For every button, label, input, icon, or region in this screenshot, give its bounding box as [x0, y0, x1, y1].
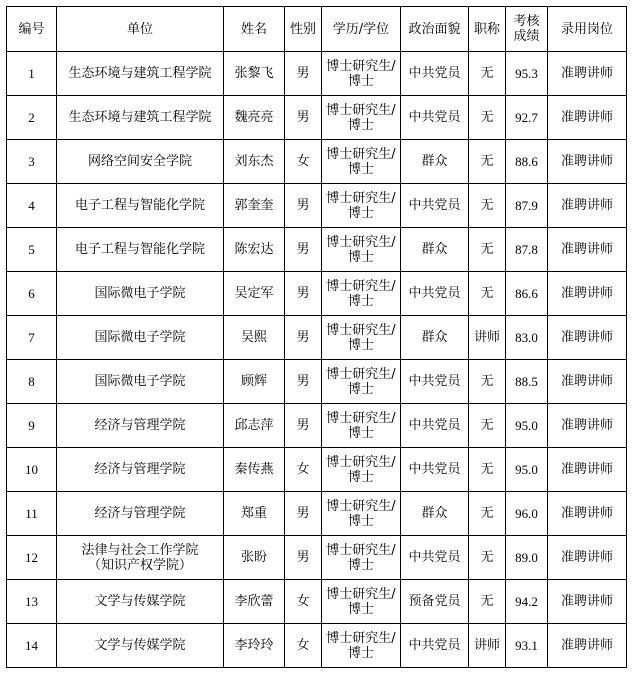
header-degree: 学历/学位 — [322, 7, 401, 52]
cell-unit: 国际微电子学院 — [57, 316, 224, 360]
cell-unit: 生态环境与建筑工程学院 — [57, 52, 224, 96]
cell-position: 准聘讲师 — [548, 272, 627, 316]
cell-name: 郭奎奎 — [224, 184, 285, 228]
cell-gender: 男 — [285, 360, 322, 404]
cell-position: 准聘讲师 — [548, 492, 627, 536]
cell-id: 1 — [7, 52, 57, 96]
cell-degree: 博士研究生/ 博士 — [322, 624, 401, 668]
table-body — [7, 52, 627, 668]
cell-unit: 文学与传媒学院 — [57, 624, 224, 668]
cell-name: 李欣蕾 — [224, 580, 285, 624]
table-row — [7, 448, 627, 492]
cell-unit: 经济与管理学院 — [57, 492, 224, 536]
cell-title: 无 — [469, 228, 506, 272]
cell-degree: 博士研究生/ 博士 — [322, 360, 401, 404]
cell-politics: 中共党员 — [401, 624, 469, 668]
cell-title: 无 — [469, 184, 506, 228]
cell-gender: 男 — [285, 52, 322, 96]
cell-gender: 男 — [285, 316, 322, 360]
cell-title: 讲师 — [469, 624, 506, 668]
cell-title: 无 — [469, 580, 506, 624]
cell-position: 准聘讲师 — [548, 536, 627, 580]
cell-name: 顾辉 — [224, 360, 285, 404]
cell-name: 张黎飞 — [224, 52, 285, 96]
cell-position: 准聘讲师 — [548, 228, 627, 272]
cell-position: 准聘讲师 — [548, 184, 627, 228]
cell-gender: 男 — [285, 404, 322, 448]
cell-id: 14 — [7, 624, 57, 668]
table-row — [7, 492, 627, 536]
cell-politics: 群众 — [401, 228, 469, 272]
cell-name: 陈宏达 — [224, 228, 285, 272]
cell-title: 无 — [469, 448, 506, 492]
table-row — [7, 272, 627, 316]
cell-politics: 群众 — [401, 316, 469, 360]
hiring-table — [6, 6, 627, 668]
cell-unit: 网络空间安全学院 — [57, 140, 224, 184]
cell-unit: 生态环境与建筑工程学院 — [57, 96, 224, 140]
cell-id: 5 — [7, 228, 57, 272]
cell-score: 95.0 — [506, 404, 548, 448]
cell-score: 95.0 — [506, 448, 548, 492]
cell-unit: 电子工程与智能化学院 — [57, 228, 224, 272]
cell-degree: 博士研究生/ 博士 — [322, 316, 401, 360]
cell-gender: 女 — [285, 580, 322, 624]
cell-id: 12 — [7, 536, 57, 580]
table-row — [7, 624, 627, 668]
table-row — [7, 580, 627, 624]
cell-title: 无 — [469, 360, 506, 404]
cell-unit: 经济与管理学院 — [57, 404, 224, 448]
cell-politics: 群众 — [401, 492, 469, 536]
header-gender: 性别 — [285, 7, 322, 52]
cell-title: 无 — [469, 404, 506, 448]
cell-position: 准聘讲师 — [548, 52, 627, 96]
cell-degree: 博士研究生/ 博士 — [322, 184, 401, 228]
cell-title: 无 — [469, 140, 506, 184]
cell-politics: 中共党员 — [401, 184, 469, 228]
cell-name: 郑重 — [224, 492, 285, 536]
cell-name: 吴定军 — [224, 272, 285, 316]
cell-politics: 中共党员 — [401, 360, 469, 404]
cell-score: 88.6 — [506, 140, 548, 184]
table-row — [7, 404, 627, 448]
table-row — [7, 140, 627, 184]
cell-unit: 文学与传媒学院 — [57, 580, 224, 624]
cell-politics: 预备党员 — [401, 580, 469, 624]
cell-id: 4 — [7, 184, 57, 228]
cell-politics: 中共党员 — [401, 448, 469, 492]
cell-score: 89.0 — [506, 536, 548, 580]
cell-name: 吴熙 — [224, 316, 285, 360]
cell-id: 11 — [7, 492, 57, 536]
cell-degree: 博士研究生/ 博士 — [322, 404, 401, 448]
cell-id: 6 — [7, 272, 57, 316]
table-row — [7, 360, 627, 404]
cell-name: 刘东杰 — [224, 140, 285, 184]
cell-unit: 经济与管理学院 — [57, 448, 224, 492]
cell-id: 7 — [7, 316, 57, 360]
cell-position: 准聘讲师 — [548, 624, 627, 668]
cell-score: 95.3 — [506, 52, 548, 96]
cell-gender: 男 — [285, 536, 322, 580]
cell-score: 92.7 — [506, 96, 548, 140]
cell-name: 邱志萍 — [224, 404, 285, 448]
cell-position: 准聘讲师 — [548, 96, 627, 140]
cell-id: 3 — [7, 140, 57, 184]
cell-gender: 女 — [285, 448, 322, 492]
table-row — [7, 52, 627, 96]
cell-gender: 男 — [285, 228, 322, 272]
cell-title: 无 — [469, 96, 506, 140]
cell-degree: 博士研究生/ 博士 — [322, 140, 401, 184]
cell-id: 8 — [7, 360, 57, 404]
header-name: 姓名 — [224, 7, 285, 52]
cell-position: 准聘讲师 — [548, 316, 627, 360]
cell-unit: 国际微电子学院 — [57, 272, 224, 316]
hiring-table-container — [6, 6, 627, 668]
header-id: 编号 — [7, 7, 57, 52]
cell-unit: 国际微电子学院 — [57, 360, 224, 404]
cell-politics: 中共党员 — [401, 52, 469, 96]
table-row — [7, 316, 627, 360]
header-unit: 单位 — [57, 7, 224, 52]
cell-degree: 博士研究生/ 博士 — [322, 272, 401, 316]
cell-unit: 法律与社会工作学院 （知识产权学院） — [57, 536, 224, 580]
cell-politics: 中共党员 — [401, 404, 469, 448]
cell-name: 秦传燕 — [224, 448, 285, 492]
cell-score: 87.8 — [506, 228, 548, 272]
cell-score: 93.1 — [506, 624, 548, 668]
cell-id: 13 — [7, 580, 57, 624]
header-position: 录用岗位 — [548, 7, 627, 52]
header-score: 考核 成绩 — [506, 7, 548, 52]
header-politics: 政治面貌 — [401, 7, 469, 52]
cell-politics: 中共党员 — [401, 96, 469, 140]
cell-name: 张盼 — [224, 536, 285, 580]
cell-score: 88.5 — [506, 360, 548, 404]
cell-position: 准聘讲师 — [548, 404, 627, 448]
cell-title: 无 — [469, 272, 506, 316]
cell-score: 86.6 — [506, 272, 548, 316]
cell-gender: 男 — [285, 272, 322, 316]
cell-degree: 博士研究生/ 博士 — [322, 536, 401, 580]
cell-position: 准聘讲师 — [548, 360, 627, 404]
cell-title: 无 — [469, 536, 506, 580]
cell-score: 83.0 — [506, 316, 548, 360]
cell-politics: 中共党员 — [401, 272, 469, 316]
cell-name: 魏亮亮 — [224, 96, 285, 140]
table-row — [7, 96, 627, 140]
cell-name: 李玲玲 — [224, 624, 285, 668]
cell-degree: 博士研究生/ 博士 — [322, 492, 401, 536]
cell-title: 无 — [469, 52, 506, 96]
table-row — [7, 228, 627, 272]
cell-id: 2 — [7, 96, 57, 140]
header-row — [7, 7, 627, 52]
cell-score: 96.0 — [506, 492, 548, 536]
cell-degree: 博士研究生/ 博士 — [322, 52, 401, 96]
header-title: 职称 — [469, 7, 506, 52]
cell-gender: 女 — [285, 140, 322, 184]
cell-degree: 博士研究生/ 博士 — [322, 448, 401, 492]
cell-score: 94.2 — [506, 580, 548, 624]
cell-politics: 群众 — [401, 140, 469, 184]
cell-id: 9 — [7, 404, 57, 448]
cell-position: 准聘讲师 — [548, 448, 627, 492]
table-row — [7, 184, 627, 228]
cell-degree: 博士研究生/ 博士 — [322, 580, 401, 624]
cell-position: 准聘讲师 — [548, 140, 627, 184]
cell-title: 讲师 — [469, 316, 506, 360]
cell-gender: 女 — [285, 624, 322, 668]
cell-gender: 男 — [285, 492, 322, 536]
cell-title: 无 — [469, 492, 506, 536]
cell-degree: 博士研究生/ 博士 — [322, 228, 401, 272]
table-row — [7, 536, 627, 580]
cell-score: 87.9 — [506, 184, 548, 228]
cell-unit: 电子工程与智能化学院 — [57, 184, 224, 228]
cell-position: 准聘讲师 — [548, 580, 627, 624]
cell-politics: 中共党员 — [401, 536, 469, 580]
cell-gender: 男 — [285, 184, 322, 228]
cell-id: 10 — [7, 448, 57, 492]
cell-degree: 博士研究生/ 博士 — [322, 96, 401, 140]
cell-gender: 男 — [285, 96, 322, 140]
